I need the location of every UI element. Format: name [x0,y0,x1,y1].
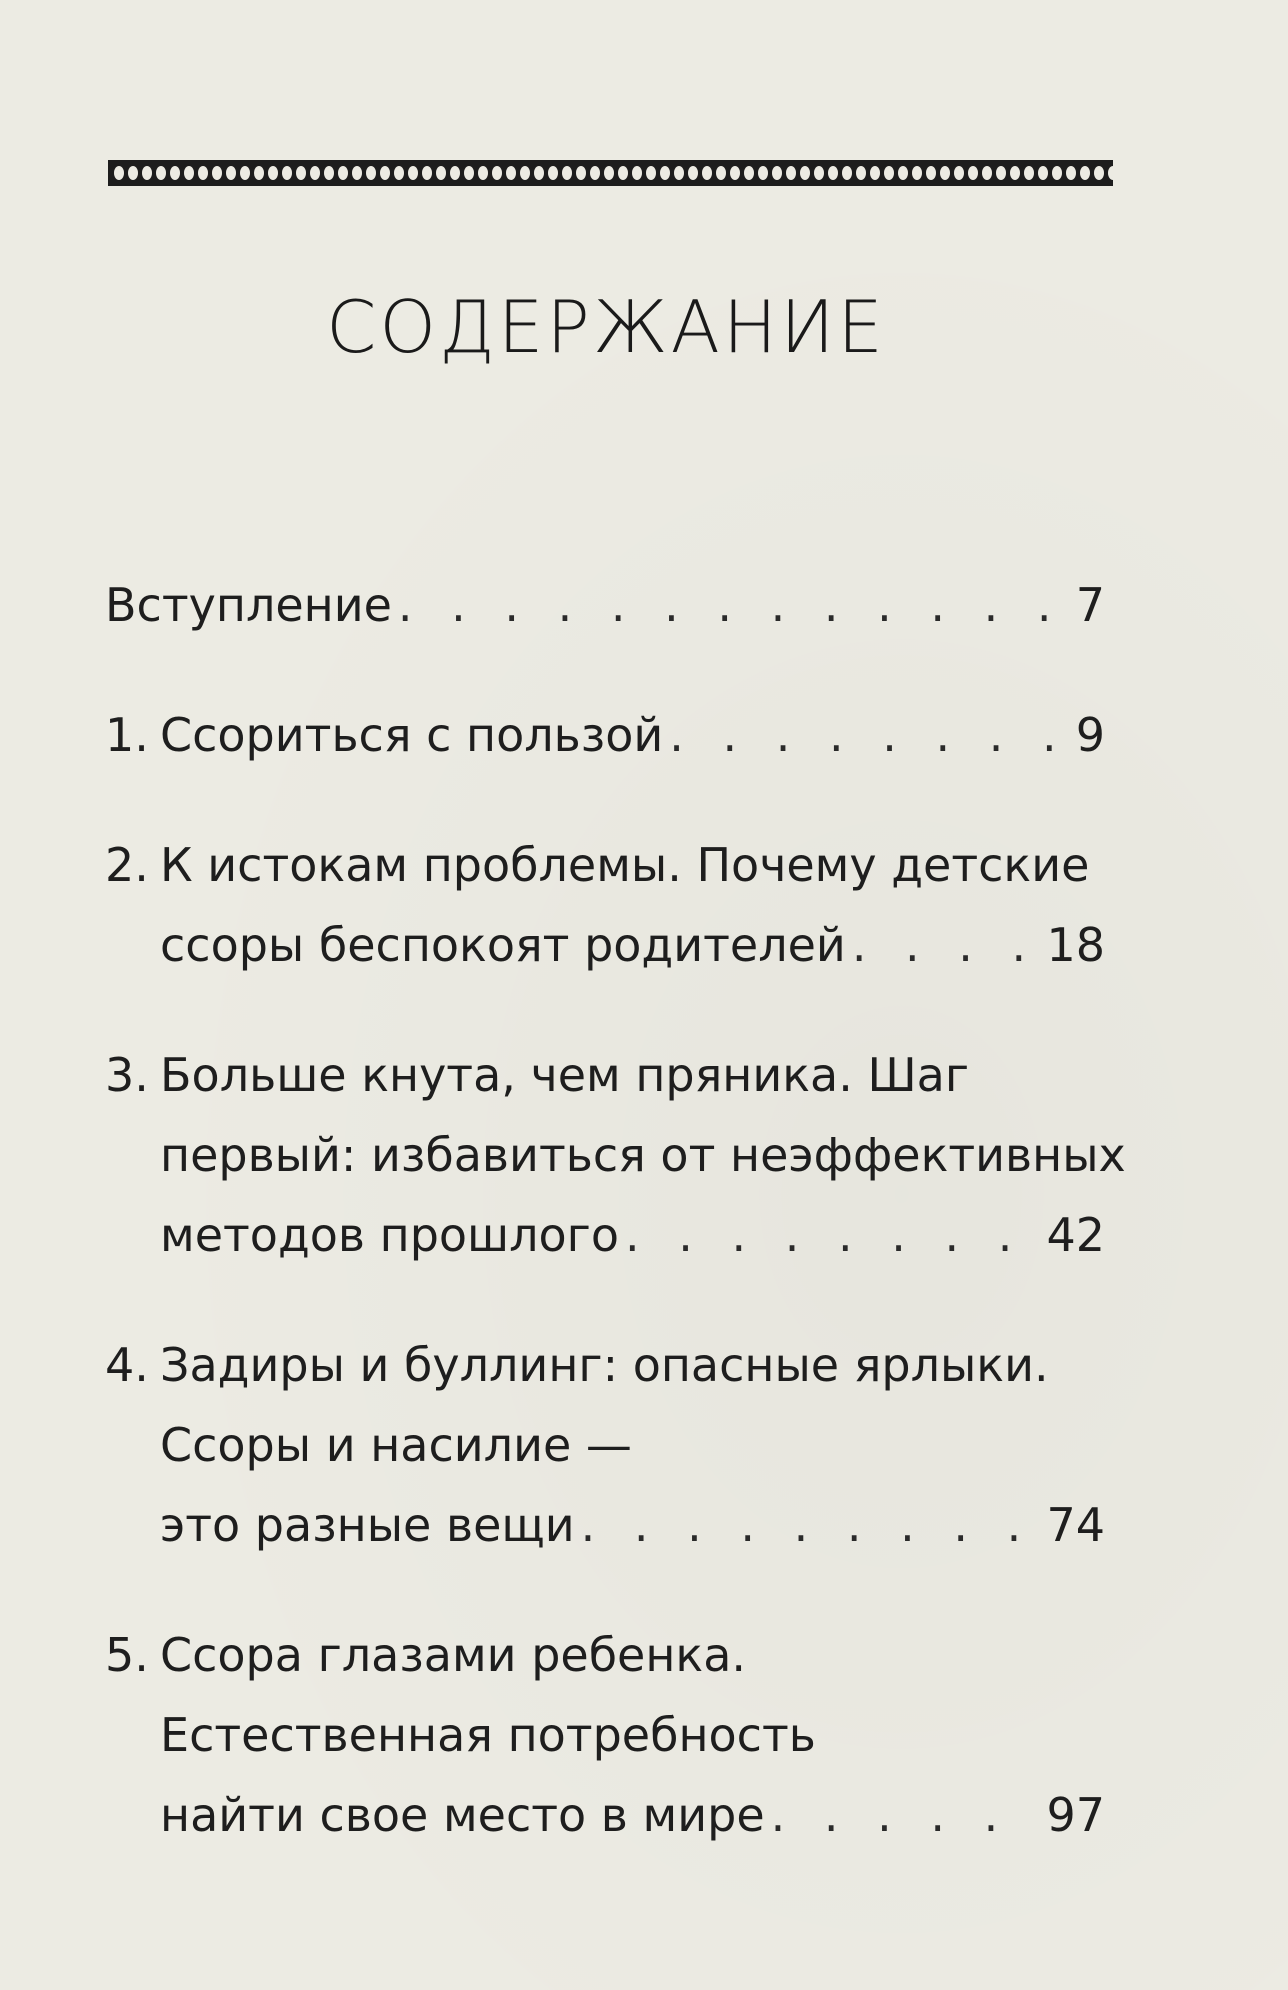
ornament-loop [828,166,838,180]
ornament-loop [898,166,908,180]
toc-entry-title-line: Задиры и буллинг: опасные ярлыки. [160,1338,1049,1392]
toc-page-number: 97 [1046,1788,1105,1842]
ornament-loop [884,166,894,180]
decorative-border-ornament [108,160,1113,186]
toc-entry-title-line: методов прошлого [160,1208,619,1262]
toc-entry-title-line: ссоры беспокоят родителей [160,918,846,972]
toc-page-number: 42 [1046,1208,1105,1262]
toc-entry-chapter-3[interactable] [105,1035,1126,1275]
ornament-loop [380,166,390,180]
ornament-loop [156,166,166,180]
ornament-loop [170,166,180,180]
toc-entry-intro[interactable] [105,565,1105,645]
toc-entry-title-line: Ссоры и насилие — [160,1418,632,1472]
ornament-loop [590,166,600,180]
ornament-loop [492,166,502,180]
ornament-loop [576,166,586,180]
ornament-loop [366,166,376,180]
ornament-loop [1038,166,1048,180]
ornament-loop [128,166,138,180]
ornament-loop [534,166,544,180]
ornament-loop [996,166,1006,180]
ornament-loop [730,166,740,180]
toc-entry-chapter-1[interactable] [105,695,1105,775]
ornament-loop [464,166,474,180]
ornament-loop [1052,166,1062,180]
ornament-loop [646,166,656,180]
ornament-loop [478,166,488,180]
leader-dots [771,1775,1041,1855]
ornament-loop [282,166,292,180]
ornament-loop [226,166,236,180]
chapter-number: 1. [105,708,149,762]
ornament-loop [198,166,208,180]
ornament-loop [114,166,124,180]
ornament-loop [254,166,264,180]
ornament-loop [786,166,796,180]
toc-entry-title-line: Больше кнута, чем пряника. Шаг [160,1048,970,1102]
ornament-loop [940,166,950,180]
toc-entry-title-line: Естественная потребность [160,1708,816,1762]
ornament-loop [716,166,726,180]
toc-entry-title-line: это разные вещи [160,1498,575,1552]
toc-entry-title: Ссориться с пользой [160,708,664,762]
ornament-loop [1024,166,1034,180]
ornament-loop [338,166,348,180]
ornament-loop [184,166,194,180]
ornament-loop [744,166,754,180]
ornament-loop [394,166,404,180]
ornament-loop [758,166,768,180]
chapter-number: 2. [105,838,149,892]
ornament-loop [562,166,572,180]
ornament-loop [422,166,432,180]
toc-entry-title-line: первый: избавиться от неэффективных [160,1128,1126,1182]
leader-dots [581,1485,1041,1565]
ornament-loop [674,166,684,180]
leader-dots [669,695,1069,775]
ornament-loop [688,166,698,180]
toc-page-number: 7 [1075,578,1105,632]
ornament-loop [212,166,222,180]
ornament-loop [660,166,670,180]
ornament-loop [604,166,614,180]
ornament-loop [268,166,278,180]
toc-entry-chapter-4[interactable] [105,1325,1105,1565]
toc-entry-chapter-5[interactable] [105,1615,1105,1855]
ornament-loop [856,166,866,180]
chapter-number: 4. [105,1338,149,1392]
ornament-loop [450,166,460,180]
chapter-number: 3. [105,1048,149,1102]
ornament-loop [240,166,250,180]
ornament-loop [800,166,810,180]
ornament-loop [310,166,320,180]
ornament-loop [982,166,992,180]
ornament-loop [408,166,418,180]
toc-page-number: 9 [1075,708,1105,762]
ornament-loop [926,166,936,180]
ornament-loop [142,166,152,180]
ornament-loop [814,166,824,180]
ornament-loop [1066,166,1076,180]
leader-dots [625,1195,1040,1275]
toc-entry-title-line: Ссора глазами ребенка. [160,1628,747,1682]
ornament-loop [436,166,446,180]
ornament-loop [954,166,964,180]
toc-entry-title-line: К истокам проблемы. Почему детские [160,838,1090,892]
ornament-loop [618,166,628,180]
ornament-loop [870,166,880,180]
toc-page-number: 74 [1046,1498,1105,1552]
ornament-loop [772,166,782,180]
toc-entry-chapter-2[interactable] [105,825,1105,985]
ornament-loop [548,166,558,180]
ornament-loop [842,166,852,180]
ornament-loop [968,166,978,180]
toc-entry-title-line: найти свое место в мире [160,1788,765,1842]
leader-dots [852,905,1041,985]
ornament-loop [702,166,712,180]
ornament-loop [632,166,642,180]
ornament-loop [912,166,922,180]
ornament-loop [1080,166,1090,180]
page-title: СОДЕРЖАНИЕ [326,285,886,369]
chapter-number: 5. [105,1628,149,1682]
toc-entry-title: Вступление [105,578,392,632]
ornament-loop [1094,166,1104,180]
ornament-loop [520,166,530,180]
leader-dots [398,565,1070,645]
ornament-loop [296,166,306,180]
ornament-loop [324,166,334,180]
ornament-loop [506,166,516,180]
ornament-loop [1010,166,1020,180]
ornament-loop [352,166,362,180]
toc-page-number: 18 [1046,918,1105,972]
